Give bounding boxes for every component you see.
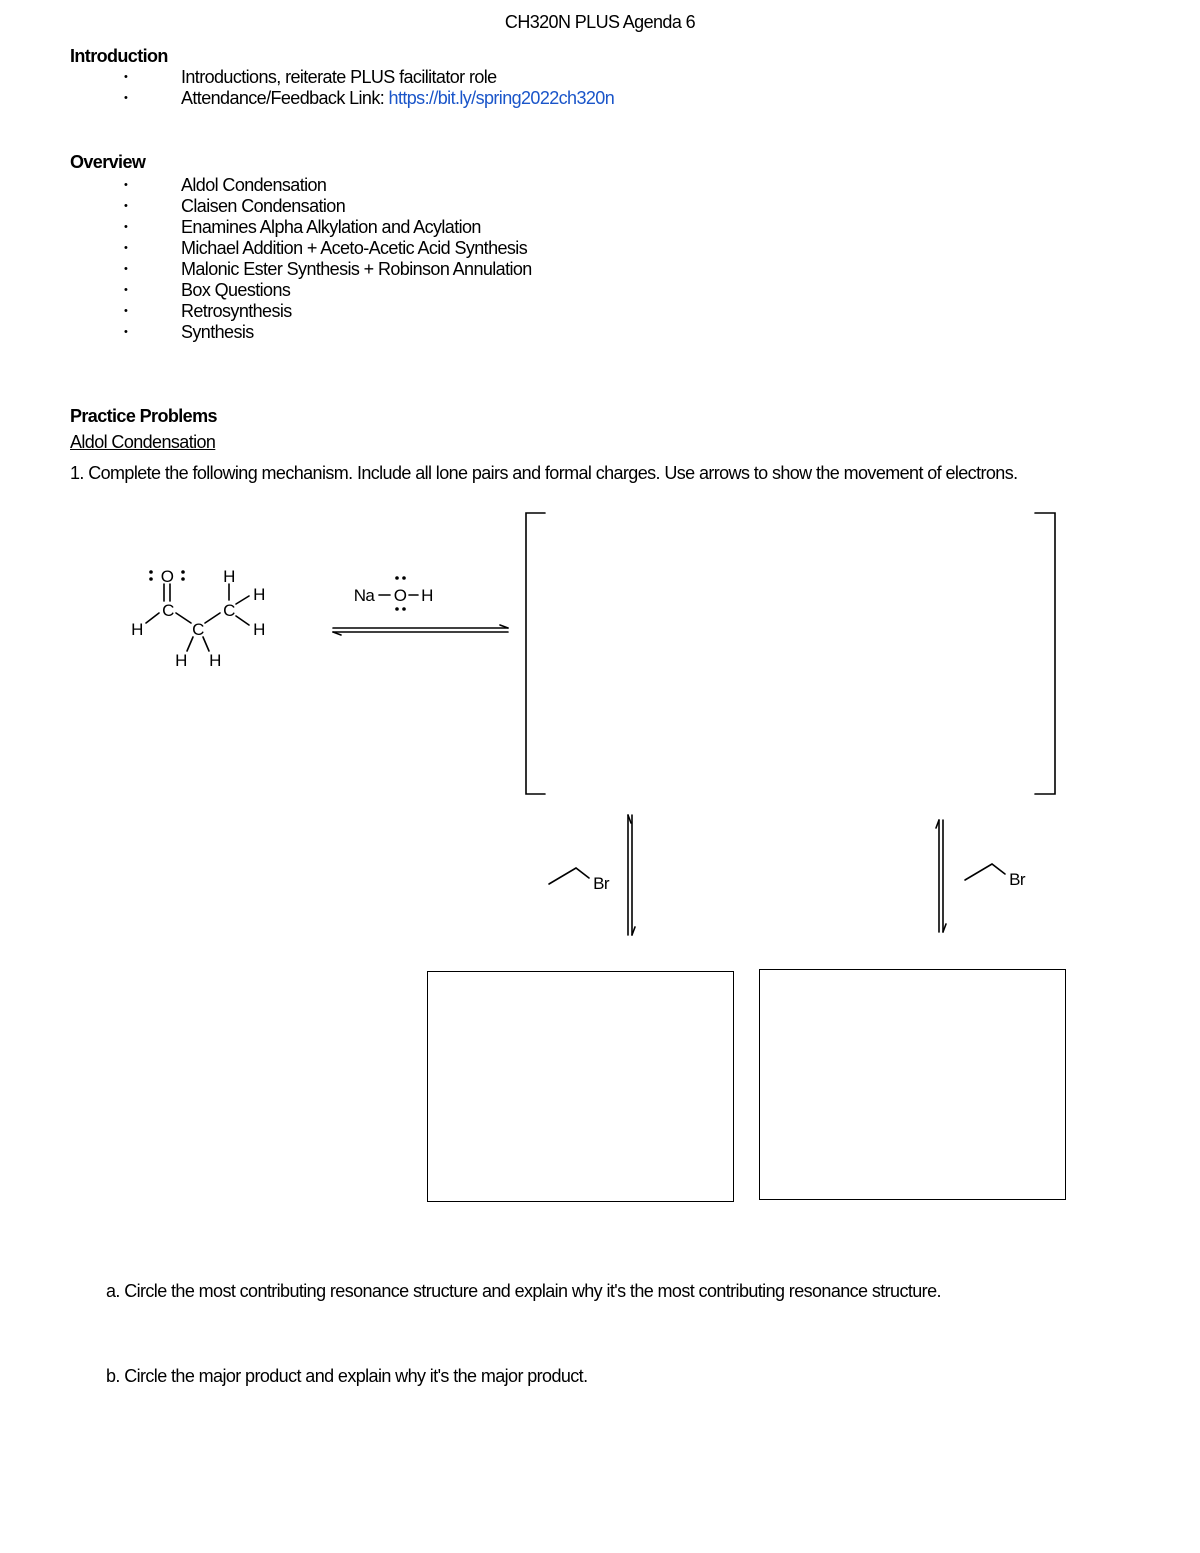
lone-pair-dot <box>395 576 399 580</box>
bromine-label: Br <box>1009 870 1025 889</box>
product-answer-box-right[interactable] <box>759 969 1066 1200</box>
list-item-text: Synthesis <box>181 322 254 342</box>
aldol-subheading: Aldol Condensation <box>70 432 216 452</box>
atom-hydrogen: H <box>131 620 143 639</box>
reactant-bond <box>236 596 249 604</box>
bullet-icon: • <box>124 179 128 191</box>
bullet-icon: • <box>124 71 128 83</box>
bullet-icon: • <box>124 305 128 317</box>
lone-pair-dot <box>181 577 185 581</box>
attendance-label: Attendance/Feedback Link: <box>181 88 389 108</box>
bullet-icon: • <box>124 263 128 275</box>
atom-carbon: C <box>192 620 204 639</box>
list-item-text: Michael Addition + Aceto-Acetic Acid Synthesis <box>181 238 528 258</box>
lone-pair-dot <box>402 607 406 611</box>
bromine-label: Br <box>593 874 609 893</box>
reactant-bond <box>146 613 159 623</box>
atom-hydrogen: H <box>421 586 433 605</box>
bullet-icon: • <box>124 221 128 233</box>
question-b-text: b. Circle the major product and explain why it's the major product. <box>106 1366 588 1386</box>
bracket-right <box>1035 513 1055 794</box>
atom-hydrogen: H <box>253 620 265 639</box>
reactant-bond <box>187 637 193 651</box>
bullet-icon: • <box>124 242 128 254</box>
question-a-text: a. Circle the most contributing resonance structure and explain why it's the most contributing resonance structure. <box>106 1281 941 1301</box>
atom-sodium: Na <box>353 586 375 605</box>
reactant-bond <box>203 637 209 651</box>
practice-problems-heading: Practice Problems <box>70 406 217 426</box>
atom-oxygen: O <box>393 586 407 605</box>
bullet-icon: • <box>124 284 128 296</box>
list-item-text: Retrosynthesis <box>181 301 292 321</box>
atom-hydrogen: H <box>175 651 187 670</box>
feedback-link[interactable]: https://bit.ly/spring2022ch320n <box>388 88 615 108</box>
atom-carbon: C <box>162 601 174 620</box>
list-item-text: Box Questions <box>181 280 291 300</box>
question-1-text: 1. Complete the following mechanism. Include all lone pairs and formal charges. Use arrows to show the movement of electrons. <box>70 463 1018 483</box>
atom-hydrogen: H <box>223 567 235 586</box>
document-title: CH320N PLUS Agenda 6 <box>504 12 696 32</box>
atom-hydrogen: H <box>209 651 221 670</box>
atom-oxygen: O <box>160 567 174 586</box>
reactant-bond <box>205 613 220 623</box>
lone-pair-dot <box>181 570 185 574</box>
lone-pair-dot <box>149 570 153 574</box>
list-item-text: Claisen Condensation <box>181 196 346 216</box>
list-item-text: Aldol Condensation <box>181 175 327 195</box>
product-answer-box-left[interactable] <box>427 971 734 1202</box>
atom-hydrogen: H <box>253 585 265 604</box>
ethyl-bromide-skeleton <box>549 868 589 884</box>
bullet-icon: • <box>124 92 128 104</box>
bullet-icon: • <box>124 200 128 212</box>
atom-carbon: C <box>223 601 235 620</box>
list-item-text: Introductions, reiterate PLUS facilitator role <box>181 67 497 87</box>
bullet-icon: • <box>124 326 128 338</box>
lone-pair-dot <box>395 607 399 611</box>
bracket-left <box>526 513 545 794</box>
lone-pair-dot <box>402 576 406 580</box>
list-item-text: Enamines Alpha Alkylation and Acylation <box>181 217 481 237</box>
reactant-bond <box>176 613 191 623</box>
reactant-bond <box>236 616 249 625</box>
overview-heading: Overview <box>70 152 146 172</box>
lone-pair-dot <box>149 577 153 581</box>
list-item-text: Malonic Ester Synthesis + Robinson Annulation <box>181 259 532 279</box>
introduction-heading: Introduction <box>70 46 168 66</box>
ethyl-bromide-skeleton <box>965 864 1005 880</box>
